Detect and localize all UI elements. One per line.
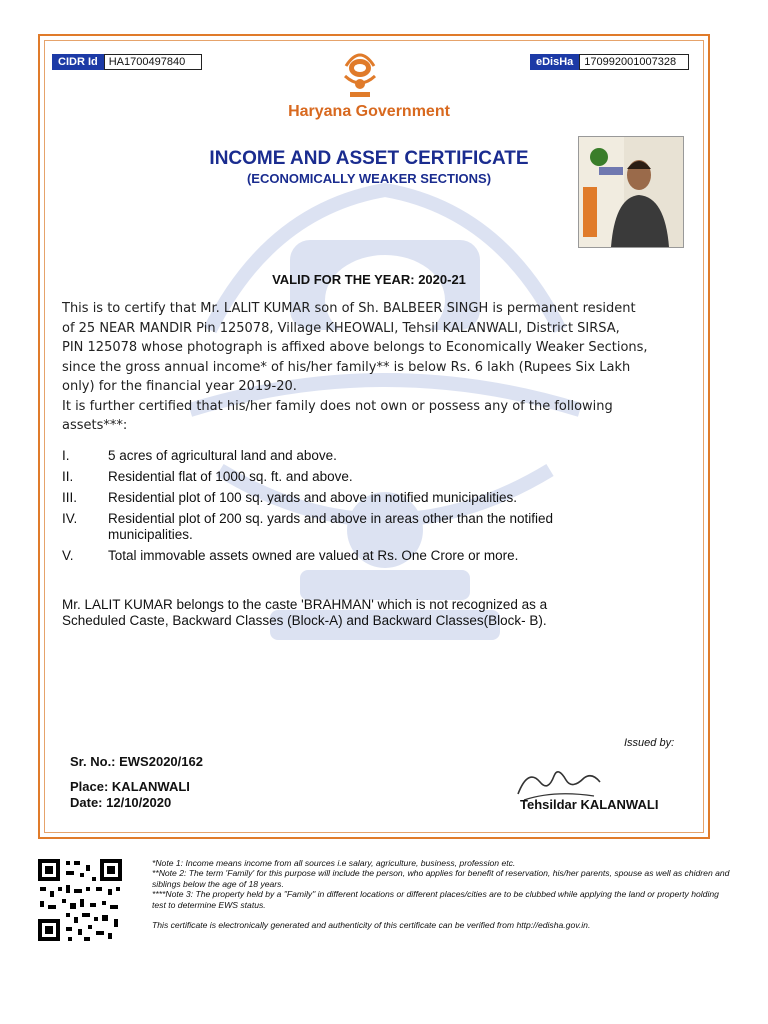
cidr-id-label: CIDR Id xyxy=(52,54,104,70)
government-name: Haryana Government xyxy=(288,103,450,120)
qr-code-icon xyxy=(36,857,124,943)
caste-statement xyxy=(62,597,702,629)
list-item xyxy=(62,469,702,485)
list-text: Residential plot of 200 sq. yards and above in areas other than the notified municipalities. xyxy=(108,511,554,542)
cidr-id-box xyxy=(52,54,202,70)
list-text: Total immovable assets owned are valued at Rs. One Crore or more. xyxy=(108,548,519,563)
footnotes xyxy=(152,858,732,930)
issue-place: Place: KALANWALI xyxy=(70,779,190,794)
body-line: It is further certified that his/her family does not own or possess any of the following xyxy=(62,398,613,414)
body-line: assets***: xyxy=(62,418,128,433)
list-number: III. xyxy=(62,490,78,505)
body-line: PIN 125078 whose photograph is affixed above belongs to Economically Weaker Sections, xyxy=(62,340,648,355)
caste-line: Mr. LALIT KUMAR belongs to the caste 'BRAHMAN' which is not recognized as a xyxy=(62,597,548,612)
list-item xyxy=(62,511,702,543)
issue-date: Date: 12/10/2020 xyxy=(70,795,172,810)
body-line: This is to certify that Mr. LALIT KUMAR son of Sh. BALBEER SINGH is permanent resident xyxy=(62,301,636,316)
list-number: I. xyxy=(62,448,70,463)
note-3: ****Note 3: The property held by a "Family" in different locations or different places/cities are to be clubbed while applying the land or property holding test to determine EWS status. xyxy=(152,889,719,910)
haryana-emblem-icon xyxy=(340,44,380,100)
issuing-officer: Tehsildar KALANWALI xyxy=(520,797,659,812)
list-number: V. xyxy=(62,548,74,563)
body-line: since the gross annual income* of his/her family** is below Rs. 6 lakh (Rupees Six Lakh xyxy=(62,359,631,375)
certificate-body xyxy=(62,299,702,436)
note-2: **Note 2: The term 'Family' for this purpose will include the person, who applies for benefit of reservation, his/her parents, spouse as well as chidren and siblings below the age of 18 years. xyxy=(152,868,730,889)
note-1: *Note 1: Income means income from all sources i.e salary, agriculture, business, profession etc. xyxy=(152,858,516,868)
cidr-id-value: HA1700497840 xyxy=(104,54,202,70)
list-number: IV. xyxy=(62,511,78,526)
list-text: 5 acres of agricultural land and above. xyxy=(108,448,337,463)
certificate-title: INCOME AND ASSET CERTIFICATE xyxy=(209,148,529,169)
verification-note: This certificate is electronically generated and authenticity of this certificate can be verified from http://edisha.gov.in. xyxy=(152,920,591,931)
issued-by-label: Issued by: xyxy=(624,737,675,749)
edisha-id-value: 170992001007328 xyxy=(579,54,689,70)
applicant-photo xyxy=(578,136,684,248)
certificate-subtitle: (ECONOMICALLY WEAKER SECTIONS) xyxy=(246,171,492,186)
list-text: Residential plot of 100 sq. yards and above in notified municipalities. xyxy=(108,490,517,505)
list-text: Residential flat of 1000 sq. ft. and above. xyxy=(108,469,353,484)
list-item xyxy=(62,548,702,564)
validity-heading: VALID FOR THE YEAR: 2020-21 xyxy=(272,272,466,287)
asset-list xyxy=(62,448,702,569)
list-number: II. xyxy=(62,469,74,484)
edisha-id-box xyxy=(530,54,689,70)
edisha-id-label: eDisHa xyxy=(530,54,579,70)
body-line: of 25 NEAR MANDIR Pin 125078, Village KHEOWALI, Tehsil KALANWALI, District SIRSA, xyxy=(62,320,620,336)
list-item xyxy=(62,448,702,464)
list-item xyxy=(62,490,702,506)
caste-line: Scheduled Caste, Backward Classes (Block-A) and Backward Classes(Block- B). xyxy=(62,613,547,628)
body-line: only) for the financial year 2019-20. xyxy=(62,379,297,394)
serial-number: Sr. No.: EWS2020/162 xyxy=(70,754,203,769)
